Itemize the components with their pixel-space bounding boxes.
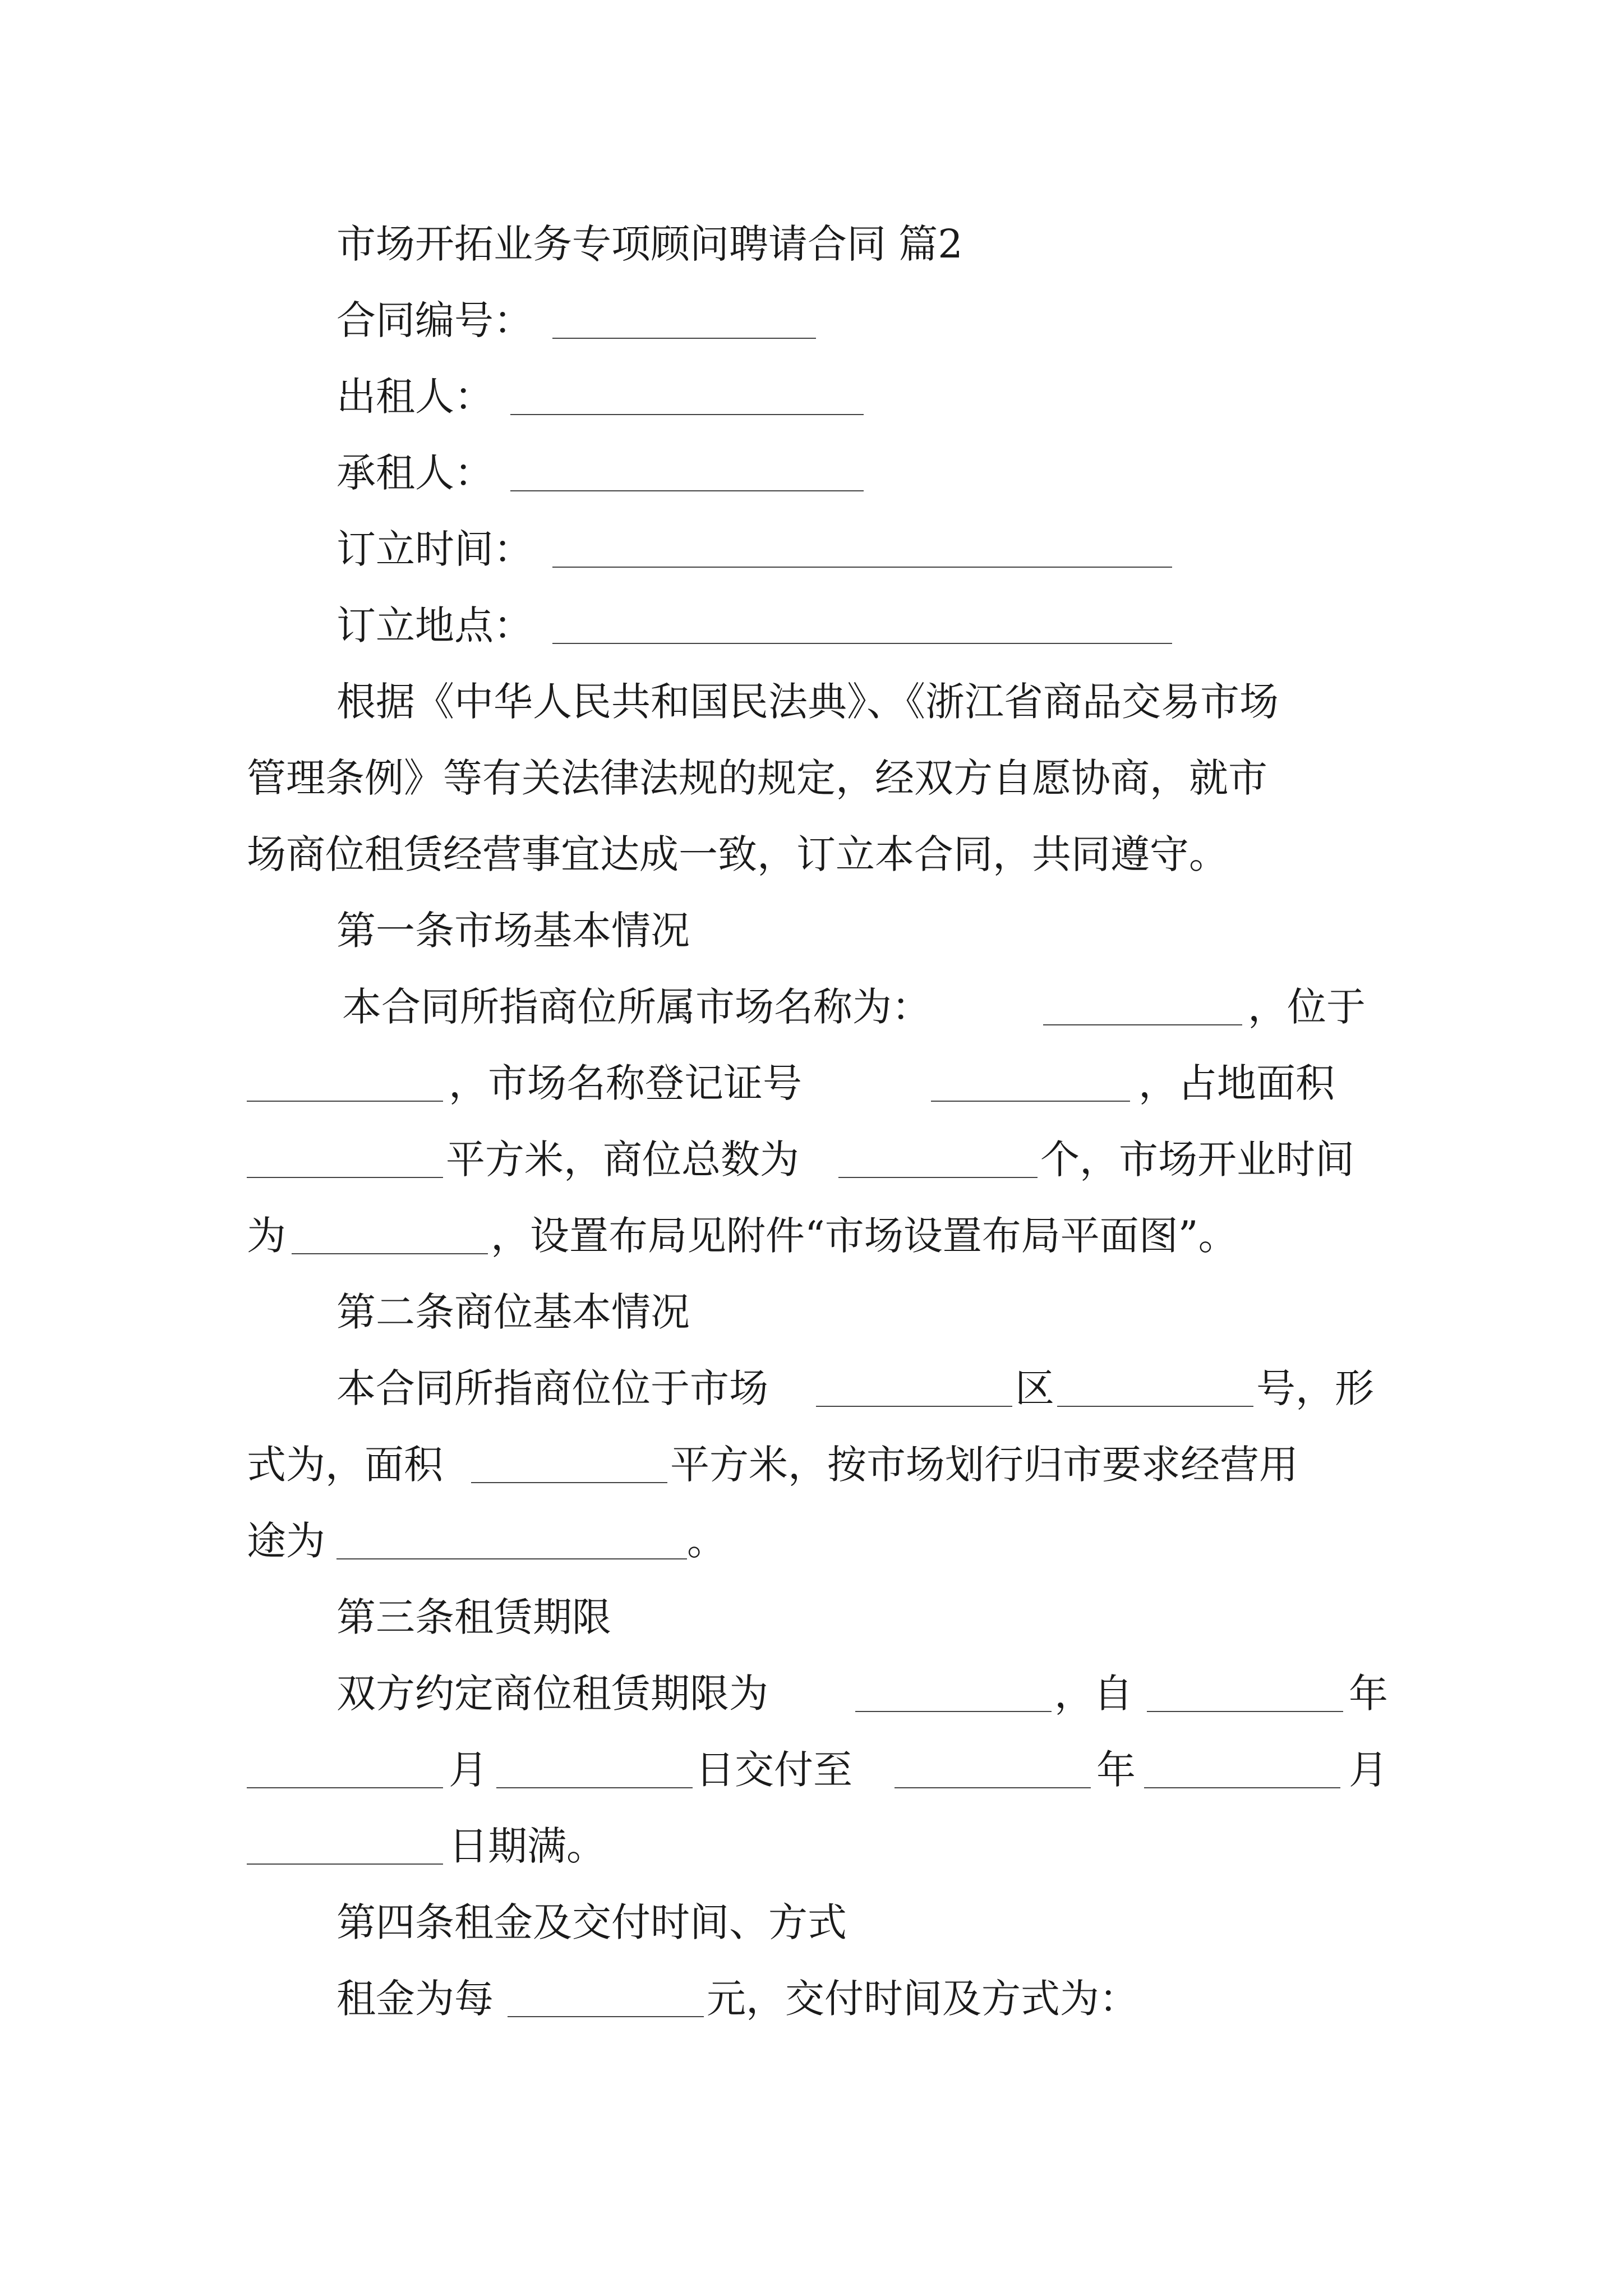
article-text: ，市场名称登记证号	[449, 1060, 802, 1106]
sign-time-line	[0, 518, 1623, 580]
lessor-label: 出租人：	[336, 374, 494, 420]
lease-term-blank	[855, 1711, 1052, 1712]
stall-no-blank	[1057, 1406, 1253, 1407]
preamble-line-1	[0, 671, 1623, 733]
end-year-blank	[895, 1787, 1091, 1788]
lessee-blank	[510, 490, 864, 491]
preamble-text: 管理条例》等有关法律法规的规定，经双方自愿协商，就市	[247, 755, 1267, 801]
market-location-blank	[247, 1101, 443, 1102]
article-heading: 第二条商位基本情况	[336, 1289, 690, 1335]
article2-line-1	[0, 1358, 1623, 1419]
end-day-blank	[247, 1864, 443, 1865]
end-month-blank	[1144, 1787, 1340, 1788]
article-text: 个，市场开业时间	[1040, 1137, 1354, 1182]
article3-heading-line	[0, 1586, 1623, 1648]
article-text: 租金为每	[336, 1976, 494, 2022]
article-text: ，位于	[1248, 984, 1366, 1030]
article4-heading-line	[0, 1892, 1623, 1953]
preamble-text: 根据《中华人民共和国民法典》、《浙江省商品交易市场	[336, 679, 1279, 725]
article2-line-2	[0, 1434, 1623, 1496]
article3-line-3	[0, 1815, 1623, 1877]
article1-heading-line	[0, 900, 1623, 961]
start-day-blank	[496, 1787, 693, 1788]
sign-time-blank	[552, 567, 1172, 568]
article-text: 区	[1015, 1365, 1054, 1411]
preamble-text: 场商位租赁经营事宜达成一致，订立本合同，共同遵守。	[247, 831, 1228, 877]
article-text: 为	[247, 1213, 286, 1259]
article-text: 元，交付时间及方式为：	[707, 1976, 1138, 2022]
article-heading: 第三条租赁期限	[336, 1594, 611, 1640]
sign-time-label: 订立时间：	[336, 526, 533, 572]
article-text: ，自	[1054, 1671, 1133, 1717]
article2-line-3	[0, 1510, 1623, 1572]
article-text: 年	[1349, 1671, 1388, 1717]
sign-place-line	[0, 595, 1623, 656]
article-text: 平方米，商位总数为	[446, 1137, 799, 1182]
lessee-label: 承租人：	[336, 450, 494, 496]
article-text: 号，形	[1256, 1365, 1374, 1411]
article-text: 日期满。	[449, 1823, 606, 1869]
registration-no-blank	[931, 1101, 1130, 1102]
market-name-blank	[1043, 1024, 1242, 1025]
article3-line-2	[0, 1739, 1623, 1801]
article-text: 日交付至	[695, 1747, 852, 1793]
article-heading: 第四条租金及交付时间、方式	[336, 1899, 847, 1945]
article1-line-2	[0, 1052, 1623, 1114]
article-heading: 第一条市场基本情况	[336, 908, 690, 954]
article1-line-3	[0, 1129, 1623, 1190]
opening-time-blank	[292, 1253, 488, 1254]
area-blank	[247, 1177, 443, 1178]
sign-place-blank	[552, 643, 1172, 644]
preamble-line-3	[0, 823, 1623, 885]
article1-line-4	[0, 1205, 1623, 1267]
article-text: 。	[687, 1518, 726, 1564]
start-month-blank	[247, 1787, 443, 1788]
contract-no-label: 合同编号：	[336, 297, 533, 343]
stall-count-blank	[838, 1177, 1038, 1178]
lessor-blank	[510, 414, 864, 415]
preamble-line-2	[0, 747, 1623, 809]
article-text: 途为	[247, 1518, 325, 1564]
usage-blank	[336, 1558, 687, 1559]
article-text: 平方米，按市场划行归市要求经营用	[670, 1442, 1298, 1488]
contract-no-blank	[552, 338, 816, 339]
lessor-line	[0, 366, 1623, 427]
lessee-line	[0, 442, 1623, 504]
article-text: ，占地面积	[1138, 1060, 1335, 1106]
article-text: 双方约定商位租赁期限为	[336, 1671, 768, 1717]
sign-place-label: 订立地点：	[336, 602, 533, 648]
article-text: 本合同所指商位位于市场	[336, 1365, 768, 1411]
contract-no-line	[0, 289, 1623, 351]
document-title-line	[0, 213, 1623, 275]
zone-blank	[816, 1406, 1012, 1407]
article1-line-1	[0, 976, 1623, 1038]
article3-line-1	[0, 1663, 1623, 1724]
article4-line-1	[0, 1968, 1623, 2030]
document-title: 市场开拓业务专项顾问聘请合同 篇2	[336, 221, 963, 267]
article-text: 月	[449, 1747, 488, 1793]
article2-heading-line	[0, 1281, 1623, 1343]
start-year-blank	[1147, 1711, 1343, 1712]
rent-amount-blank	[508, 2016, 704, 2017]
article-text: 式为，面积	[247, 1442, 443, 1488]
article-text: ，设置布局见附件“市场设置布局平面图”。	[491, 1213, 1238, 1259]
article-text: 本合同所指商位所属市场名称为：	[342, 984, 931, 1030]
article-text: 年	[1096, 1747, 1136, 1793]
stall-area-blank	[471, 1482, 667, 1483]
article-text: 月	[1349, 1747, 1388, 1793]
